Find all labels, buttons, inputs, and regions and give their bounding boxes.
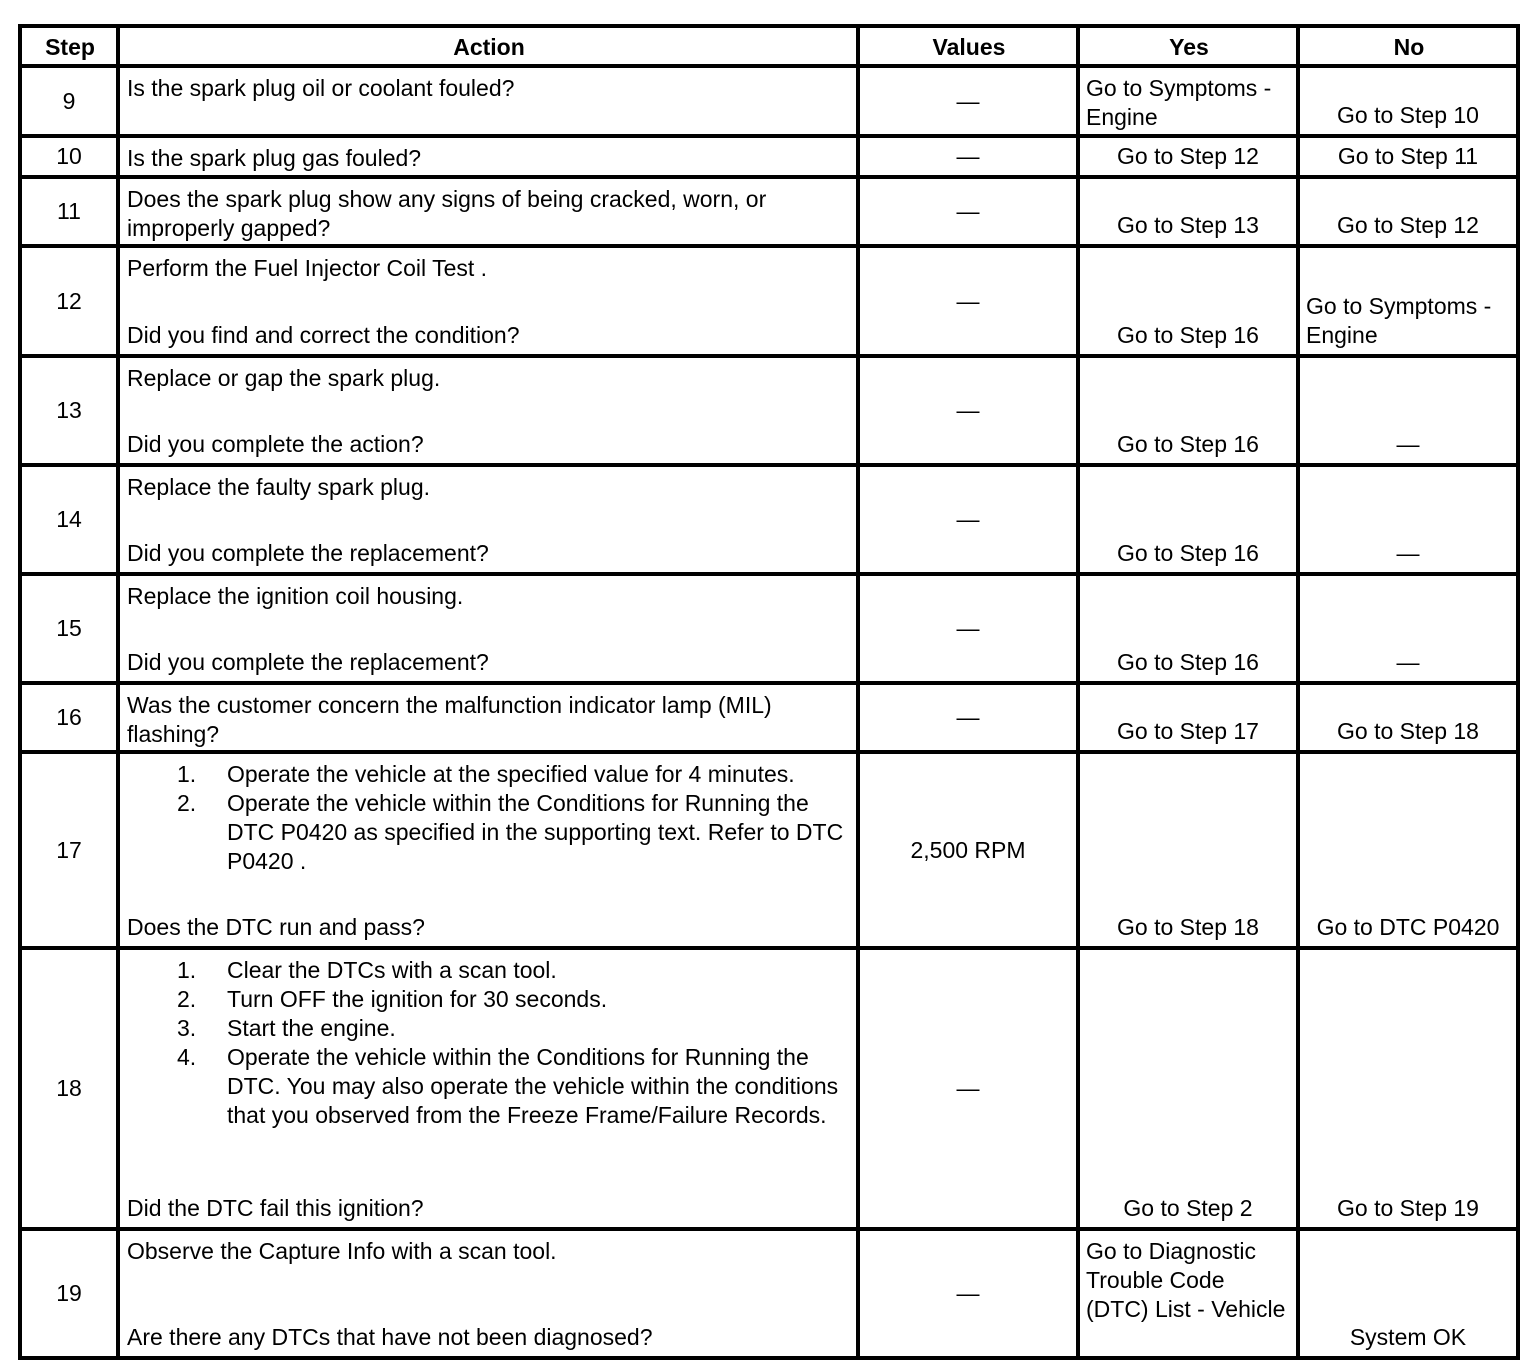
header-yes: Yes — [1169, 33, 1209, 60]
action-step-number: 1. — [177, 761, 197, 787]
no-result: Go to Step 10 — [1337, 102, 1479, 128]
values-cell: — — [956, 198, 980, 224]
action-question: Did you complete the replacement? — [127, 649, 489, 675]
action-step-text: Turn OFF the ignition for 30 seconds. — [227, 986, 608, 1012]
action-text — [120, 685, 856, 750]
action-step-number: 2. — [177, 790, 197, 816]
no-result: Go to Step 12 — [1337, 212, 1479, 238]
yes-result: Go to Step 2 — [1123, 1195, 1253, 1221]
step-number: 19 — [56, 1280, 82, 1306]
header-step: Step — [45, 33, 95, 60]
table-rule — [18, 1356, 1520, 1360]
no-result: — — [1396, 431, 1420, 457]
no-result: System OK — [1349, 1324, 1467, 1350]
action-text — [120, 1231, 856, 1356]
header-values: Values — [932, 33, 1006, 60]
action-text — [120, 248, 856, 354]
action-step-number: 1. — [177, 957, 197, 983]
step-number: 15 — [56, 615, 82, 641]
action-instruction: Perform the Fuel Injector Coil Test . — [127, 255, 488, 281]
action-text — [120, 576, 856, 681]
table-rule — [18, 24, 1520, 28]
action-text — [120, 950, 856, 1227]
yes-result: Go to Step 16 — [1117, 649, 1259, 675]
action-steps-list — [127, 956, 850, 1130]
action-question: Did you complete the action? — [127, 431, 424, 457]
step-number: 18 — [56, 1075, 82, 1101]
yes-result: Go to Symptoms - Engine — [1086, 75, 1272, 130]
action-question: Did you find and correct the condition? — [127, 322, 520, 348]
action-text — [120, 68, 856, 134]
no-result: Go to Symptoms - Engine — [1306, 293, 1492, 348]
action-step-number: 3. — [177, 1015, 197, 1041]
action-step-item — [127, 760, 850, 789]
action-step-number: 2. — [177, 986, 197, 1012]
step-number: 10 — [56, 143, 82, 169]
no-result: — — [1396, 540, 1420, 566]
no-result: Go to DTC P0420 — [1316, 914, 1500, 940]
action-question: Does the DTC run and pass? — [127, 914, 425, 940]
header-no: No — [1393, 33, 1425, 60]
step-number: 9 — [62, 87, 76, 114]
action-step-text: Clear the DTCs with a scan tool. — [227, 957, 557, 983]
yes-result: Go to Step 17 — [1117, 718, 1259, 744]
action-instruction: Does the spark plug show any signs of being cracked, worn, or improperly gapped? — [127, 186, 767, 241]
step-number: 14 — [56, 506, 82, 532]
action-text — [120, 754, 856, 946]
yes-result: Go to Step 16 — [1117, 322, 1259, 348]
action-question: Did you complete the replacement? — [127, 540, 489, 566]
no-result: Go to Step 18 — [1337, 718, 1479, 744]
no-result: — — [1396, 649, 1420, 675]
action-text — [120, 358, 856, 463]
yes-result: Go to Step 13 — [1117, 212, 1259, 238]
action-step-text: Operate the vehicle at the specified value for 4 minutes. — [227, 761, 795, 787]
action-instruction: Is the spark plug gas fouled? — [127, 145, 422, 171]
values-cell: — — [956, 1075, 980, 1101]
values-cell: — — [956, 287, 980, 314]
values-cell: — — [956, 87, 980, 114]
action-instruction: Is the spark plug oil or coolant fouled? — [127, 75, 515, 101]
action-step-number: 4. — [177, 1044, 197, 1070]
action-instruction: Replace the faulty spark plug. — [127, 474, 431, 500]
values-cell: — — [956, 615, 980, 641]
yes-result: Go to Diagnostic Trouble Code (DTC) List - Vehicle — [1086, 1238, 1286, 1322]
action-step-item — [127, 1014, 850, 1043]
values-cell: — — [956, 397, 980, 423]
step-number: 12 — [56, 287, 82, 314]
action-text — [120, 467, 856, 572]
action-text — [120, 138, 856, 175]
no-result: Go to Step 11 — [1337, 143, 1479, 169]
step-number: 13 — [56, 397, 82, 423]
action-step-text: Operate the vehicle within the Conditions for Running the DTC P0420 as specified in the supporting text. Refer to DTC P0420 . — [227, 790, 844, 874]
values-cell: — — [956, 506, 980, 532]
table-column-rule — [1516, 24, 1520, 1359]
yes-result: Go to Step 16 — [1117, 540, 1259, 566]
action-step-item — [127, 956, 850, 985]
action-step-item — [127, 1043, 850, 1130]
action-instruction: Replace or gap the spark plug. — [127, 365, 441, 391]
action-step-text: Operate the vehicle within the Conditions for Running the DTC. You may also operate the vehicle within the conditions that you observed from the Freeze Frame/Failure Records. — [227, 1044, 839, 1128]
step-number: 17 — [56, 836, 82, 863]
values-cell: — — [956, 704, 980, 730]
no-result: Go to Step 19 — [1337, 1195, 1479, 1221]
header-action: Action — [453, 33, 525, 60]
values-cell: — — [956, 1280, 980, 1306]
action-instruction: Was the customer concern the malfunction indicator lamp (MIL) flashing? — [127, 692, 772, 747]
action-text — [120, 179, 856, 244]
step-number: 16 — [56, 704, 82, 730]
yes-result: Go to Step 12 — [1117, 143, 1259, 169]
values-cell: — — [956, 143, 980, 169]
action-step-item — [127, 985, 850, 1014]
action-question: Are there any DTCs that have not been diagnosed? — [127, 1324, 653, 1350]
action-instruction: Observe the Capture Info with a scan tool. — [127, 1238, 557, 1264]
action-question: Did the DTC fail this ignition? — [127, 1195, 424, 1221]
action-instruction: Replace the ignition coil housing. — [127, 583, 464, 609]
yes-result: Go to Step 16 — [1117, 431, 1259, 457]
action-step-item — [127, 789, 850, 876]
action-step-text: Start the engine. — [227, 1015, 396, 1041]
yes-result: Go to Step 18 — [1117, 914, 1259, 940]
step-number: 11 — [57, 198, 81, 224]
values-cell: 2,500 RPM — [910, 836, 1026, 863]
action-steps-list — [127, 760, 850, 876]
